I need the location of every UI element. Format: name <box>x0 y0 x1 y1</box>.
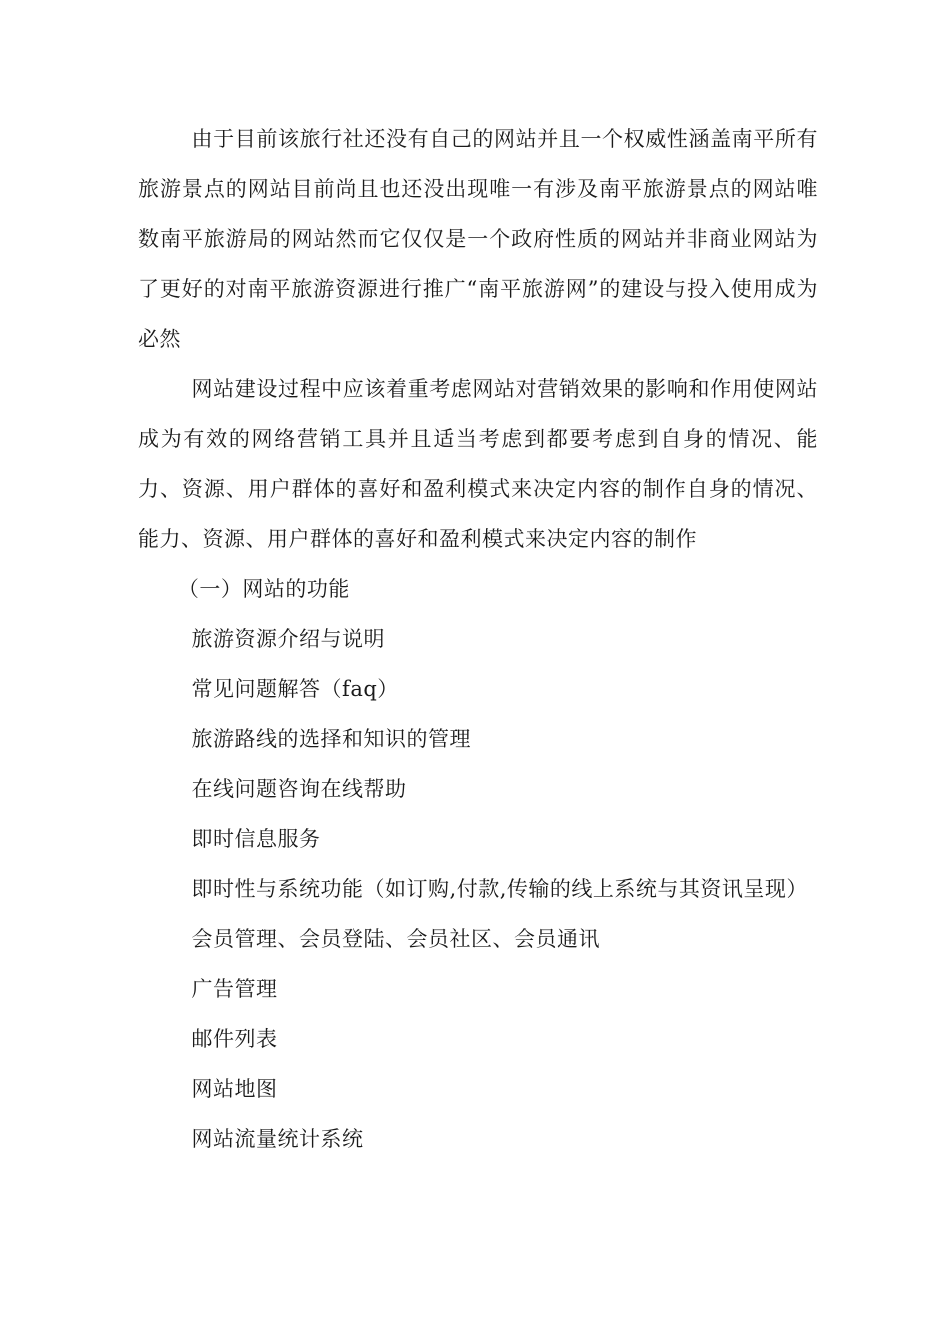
document-body <box>138 114 818 1164</box>
paragraph-site-construction: 网站建设过程中应该着重考虑网站对营销效果的影响和作用使网站成为有效的网络营销工具并且适当考虑到都要考虑到自身的情况、能力、资源、用户群体的喜好和盈利模式来决定内容的制作自身的情况、能力、资源、用户群体的喜好和盈利模式来决定内容的制作 <box>138 377 818 551</box>
function-item-faq: 常见问题解答（faq） <box>191 677 399 701</box>
function-item-travel-resources: 旅游资源介绍与说明 <box>191 627 386 651</box>
paragraph-intro: 由于目前该旅行社还没有自己的网站并且一个权威性涵盖南平所有旅游景点的网站目前尚且也还没出现唯一有涉及南平旅游景点的网站唯数南平旅游局的网站然而它仅仅是一个政府性质的网站并非商业网站为了更好的对南平旅游资源进行推广“南平旅游网”的建设与投入使用成为必然 <box>138 127 818 351</box>
function-item-instant-info: 即时信息服务 <box>191 827 321 851</box>
function-item-ad-management: 广告管理 <box>191 977 278 1001</box>
function-item-mailing-list: 邮件列表 <box>191 1027 278 1051</box>
function-item-sitemap: 网站地图 <box>191 1077 278 1101</box>
function-item-route-selection: 旅游路线的选择和知识的管理 <box>191 727 472 751</box>
function-item-system-functions: 即时性与系统功能（如订购,付款,传输的线上系统与其资讯呈现） <box>191 877 808 901</box>
function-item-online-help: 在线问题咨询在线帮助 <box>191 777 407 801</box>
section-heading-site-functions: （一）网站的功能 <box>177 577 350 601</box>
function-item-traffic-stats: 网站流量统计系统 <box>191 1127 364 1151</box>
function-item-member-management: 会员管理、会员登陆、会员社区、会员通讯 <box>191 927 601 951</box>
